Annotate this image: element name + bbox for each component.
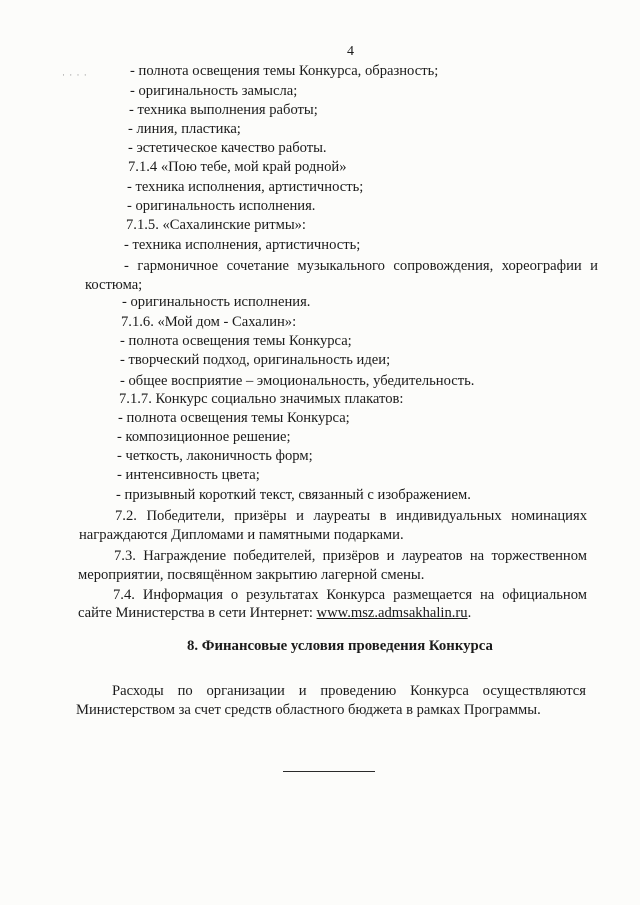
paragraph-7-4-text: сайте Министерства в сети Интернет:: [78, 605, 317, 621]
criterion-line: - интенсивность цвета;: [117, 467, 260, 483]
criterion-line: - оригинальность исполнения.: [122, 294, 311, 310]
criterion-line: - линия, пластика;: [128, 121, 241, 137]
criterion-line: - гармоничное сочетание музыкального сопровождения, хореографии и: [124, 258, 598, 274]
paragraph-7-3-line: мероприятии, посвящённом закрытию лагерной смены.: [78, 567, 425, 583]
paragraph-7-4-line: 7.4. Информация о результатах Конкурса размещается на официальном: [113, 587, 587, 603]
criterion-line: - техника исполнения, артистичность;: [127, 179, 364, 195]
criterion-line: - призывный короткий текст, связанный с изображением.: [116, 487, 471, 503]
subsection-title: 7.1.4 «Пою тебе, мой край родной»: [128, 159, 347, 175]
section-8-paragraph-line: Министерством за счет средств областного бюджета в рамках Программы.: [76, 702, 541, 718]
criterion-line: - композиционное решение;: [117, 429, 291, 445]
criterion-line: - техника выполнения работы;: [129, 102, 318, 118]
criterion-line: - творческий подход, оригинальность идеи;: [120, 352, 391, 368]
end-of-document-rule: [283, 771, 375, 772]
criterion-line: - оригинальность исполнения.: [127, 198, 316, 214]
subsection-title: 7.1.6. «Мой дом - Сахалин»:: [121, 314, 297, 330]
subsection-title: 7.1.7. Конкурс социально значимых плакатов:: [119, 391, 404, 407]
paragraph-7-2-line: награждаются Дипломами и памятными подарками.: [79, 527, 404, 543]
paragraph-7-4-line: [78, 604, 471, 622]
criterion-line: - общее восприятие – эмоциональность, убедительность.: [120, 373, 475, 389]
section-8-heading: 8. Финансовые условия проведения Конкурса: [187, 638, 493, 654]
subsection-title: 7.1.5. «Сахалинские ритмы»:: [126, 217, 306, 233]
scan-speck: · · · ·: [62, 70, 88, 80]
criterion-line: - полнота освещения темы Конкурса;: [118, 410, 350, 426]
ministry-website-link[interactable]: www.msz.admsakhalin.ru: [316, 605, 468, 621]
criterion-line: - эстетическое качество работы.: [128, 140, 327, 156]
criterion-line-continuation: костюма;: [85, 277, 143, 293]
criterion-line: - полнота освещения темы Конкурса;: [120, 333, 352, 349]
page-number: 4: [347, 44, 354, 59]
criterion-line: - четкость, лаконичность форм;: [117, 448, 313, 464]
paragraph-7-3-line: 7.3. Награждение победителей, призёров и лауреатов на торжественном: [114, 548, 587, 564]
criterion-line: - техника исполнения, артистичность;: [124, 237, 361, 253]
section-8-paragraph-line: Расходы по организации и проведению Конкурса осуществляются: [112, 683, 586, 699]
paragraph-7-4-end: .: [467, 605, 472, 621]
criterion-line: - оригинальность замысла;: [130, 83, 298, 99]
paragraph-7-2-line: 7.2. Победители, призёры и лауреаты в индивидуальных номинациях: [115, 508, 587, 524]
criterion-line: - полнота освещения темы Конкурса, образность;: [130, 63, 439, 79]
